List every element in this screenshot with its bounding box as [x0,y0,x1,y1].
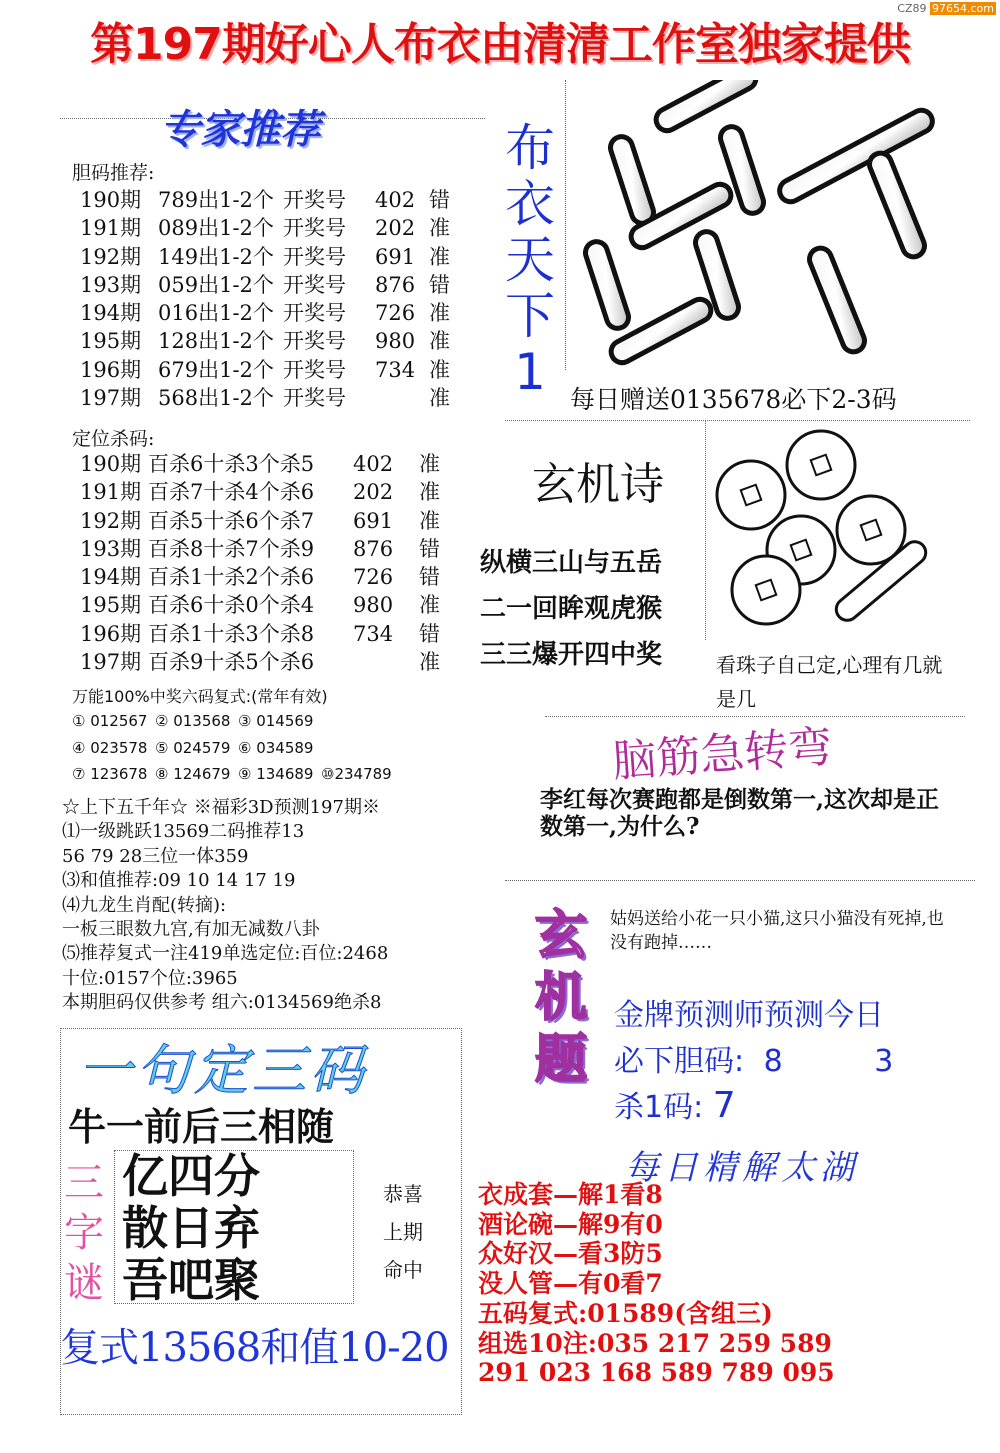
kill-row [80,535,480,563]
dan-cell: 开奖号 [283,216,346,241]
dan-label: 胆码推荐: [72,162,155,184]
dan-cell: 开奖号 [283,386,346,411]
riddle-text: 李红每次赛跑都是倒数第一,这次却是正数第一,为什么? [540,786,940,840]
dan-row [80,327,480,355]
dan-row [80,271,480,299]
combo-cell: ⑤ 024579 [155,738,231,757]
dan-cell: 192期 [80,244,142,269]
beads-frame [705,420,956,640]
kill-table [80,450,480,676]
divider-3 [505,880,975,881]
kill-cell: 准 [419,650,440,675]
kill-cell: 190期 [80,452,142,476]
kill-cell: 准 [419,480,440,505]
kill-cell: 错 [419,536,440,561]
gold-dan-value-1: 8 [763,1044,783,1079]
dan-row [80,384,480,412]
combo-row [72,708,492,735]
kill-row [80,591,480,619]
seven-segment-digits [566,80,966,370]
forecast-line: ⑸推荐复式一注419单选定位:百位:2468 [62,943,389,965]
gold-dan [614,1036,893,1080]
dan-cell: 149出1-2个 [158,244,274,269]
kill-cell: 百杀7十杀4个杀6 [148,480,315,505]
congrats-line: 上期 [383,1220,423,1244]
dan-cell: 195期 [80,329,142,354]
three-char-words [122,1150,260,1306]
dan-cell: 734 [375,357,416,382]
poem-heading: 玄机诗 [532,459,664,510]
three-char-bottom: 复式13568和值10-20 [60,1325,449,1371]
three-char-side [64,1158,104,1308]
dan-cell: 准 [429,386,450,411]
taihu-line: 没人管—有0看7 [478,1269,663,1299]
taihu-line: 衣成套—解1看8 [478,1180,663,1209]
dan-cell: 089出1-2个 [158,216,274,241]
dan-row [80,214,480,242]
dan-row [80,243,480,271]
kill-cell: 百杀1十杀3个杀8 [148,621,315,646]
three-char-side-char: 三 [64,1160,104,1206]
kill-cell: 197期 [80,650,142,675]
kill-cell: 726 [353,565,394,590]
dan-cell: 191期 [80,216,142,241]
taihu-line: 酒论碗—解9有0 [478,1209,663,1239]
buyi-char: 下 [505,287,555,345]
buyi-gift: 每日赠送0135678必下2-3码 [570,385,897,414]
kill-row [80,507,480,535]
combo-cell: ② 013568 [155,712,231,730]
kill-cell: 准 [419,508,440,533]
dan-cell: 789出1-2个 [158,188,274,212]
dan-cell: 202 [375,216,416,241]
dan-cell: 196期 [80,357,142,382]
dan-cell: 开奖号 [283,188,346,212]
dan-cell: 193期 [80,272,142,297]
expert-heading: 专家推荐 [160,107,320,153]
kill-label: 定位杀码: [72,428,155,450]
dan-cell: 开奖号 [283,329,346,354]
kill-row [80,478,480,506]
kill-cell: 百杀5十杀6个杀7 [148,508,315,533]
three-char-side-char: 字 [64,1210,104,1256]
three-char-word: 亿四分 [122,1149,260,1203]
dan-cell: 错 [429,188,450,212]
taihu-line: 组选10注:035 217 259 589 [478,1328,832,1358]
taihu-line: 众好汉—看3防5 [478,1239,663,1269]
forecast-line: ☆上下五千年☆ ※福彩3D预测197期※ [62,797,380,818]
dan-cell: 980 [375,329,416,354]
buyi-char: 衣 [505,175,555,233]
dan-row [80,356,480,384]
kill-row [80,450,480,478]
dan-cell: 876 [375,272,416,297]
kill-cell: 百杀6十杀0个杀4 [148,593,315,618]
kill-cell: 734 [353,621,394,646]
kill-cell: 百杀6十杀3个杀5 [148,452,315,476]
kill-cell: 402 [353,452,394,476]
dan-cell: 开奖号 [283,357,346,382]
poem-line: 三三爆开四中奖 [480,640,663,670]
taihu-line: 五码复式:01589(含组三) [478,1298,773,1328]
forecast-line: ⑶和值推荐:09 10 14 17 19 [62,870,296,892]
buyi-char: 布 [505,119,555,177]
kill-cell: 191期 [80,480,142,505]
gold-title: 金牌预测师预测今日 [614,998,884,1033]
dan-cell: 197期 [80,386,142,411]
combo-row [72,735,492,762]
combo-cell: ③ 014569 [238,712,314,730]
one-sentence-heading: 一句定三码 [78,1039,368,1102]
dan-cell: 错 [429,272,450,297]
dan-cell: 016出1-2个 [158,301,274,326]
dan-cell: 568出1-2个 [158,386,274,411]
gold-kill-label: 杀1码: [614,1090,704,1125]
combo-cell: ⑥ 034589 [238,738,314,757]
kill-row [80,563,480,591]
buyi-vertical [495,120,565,420]
dan-cell: 402 [375,188,416,212]
dan-cell: 726 [375,301,416,326]
forecast-line: ⑷九龙生肖配(转摘): [62,894,227,916]
gold-dan-label: 必下胆码: [614,1044,745,1079]
kill-cell: 876 [353,536,394,561]
dan-cell: 准 [429,357,450,382]
watermark-right: 97654.com [932,2,994,15]
dan-cell: 059出1-2个 [158,272,274,297]
kill-cell: 196期 [80,621,142,646]
three-char-congrats [383,1175,423,1289]
combo-table [72,708,492,788]
combo-cell: ⑧ 124679 [155,765,231,783]
kill-row [80,648,480,676]
kill-cell: 980 [353,593,394,618]
gold-kill-value: 7 [712,1085,736,1126]
dan-cell: 准 [429,301,450,326]
combo-label: 万能100%中奖六码复式:(常年有效) [72,687,328,706]
dan-cell: 开奖号 [283,301,346,326]
riddle-heading: 脑筋急转弯 [610,721,834,788]
seven-seg-frame [565,80,971,370]
kill-cell: 195期 [80,593,142,618]
forecast-line: 56 79 28三位一体359 [62,845,249,867]
poem-line: 纵横三山与五岳 [480,548,663,578]
beads-caption: 看珠子自己定,心理有几就是几 [716,653,943,711]
xuanji-char: 机 [535,968,588,1028]
buyi-char: 1 [514,343,546,401]
three-char-side-char: 谜 [64,1260,104,1306]
forecast-line: 十位:0157个位:3965 [62,967,238,989]
kill-cell: 202 [353,480,394,505]
forecast-line: 一板三眼数九宫,有加无减数八卦 [62,919,320,941]
kill-cell: 193期 [80,536,142,561]
one-sentence-phrase: 牛一前后三相随 [68,1105,335,1149]
kill-row [80,620,480,648]
combo-cell: ① 012567 [72,712,148,730]
dan-cell: 190期 [80,188,142,212]
taihu-heading: 每日精解太湖 [625,1148,859,1188]
xuanji-vertical [535,905,605,1091]
dan-row [80,299,480,327]
poem-line: 二一回眸观虎猴 [480,594,663,624]
kill-cell: 百杀9十杀5个杀6 [148,650,315,675]
kill-cell: 百杀1十杀2个杀6 [148,565,315,590]
xuanji-char: 玄 [535,906,588,966]
dan-cell: 128出1-2个 [158,329,274,354]
dan-cell: 准 [429,329,450,354]
xuanji-char: 题 [535,1030,588,1090]
xuanji-cat: 姑妈送给小花一只小猫,这只小猫没有死掉,也没有跑掉…… [610,909,944,953]
coins-illustration [706,420,956,640]
combo-cell: ⑦ 123678 [72,765,148,783]
forecast-block [62,796,492,1016]
dan-cell: 691 [375,244,416,269]
kill-cell: 194期 [80,565,142,590]
kill-cell: 错 [419,565,440,590]
kill-cell: 准 [419,452,440,476]
congrats-line: 恭喜 [383,1182,423,1206]
combo-cell: ⑨ 134689 [238,765,314,783]
gold-dan-value-2: 3 [874,1044,894,1079]
dan-cell: 准 [429,216,450,241]
dan-cell: 194期 [80,301,142,326]
kill-cell: 百杀8十杀7个杀9 [148,536,315,561]
dan-row [80,186,480,214]
gold-kill [614,1082,736,1126]
kill-cell: 691 [353,508,394,533]
dan-table [80,186,480,412]
forecast-line: ⑴一级跳跃13569二码推荐13 [62,821,305,843]
combo-cell: ④ 023578 [72,738,148,757]
forecast-line: 本期胆码仅供参考 组六:0134569绝杀8 [62,992,382,1014]
taihu-line: 291 023 168 589 789 095 [478,1358,835,1388]
congrats-line: 命中 [383,1258,423,1282]
three-char-word: 散日弃 [122,1201,260,1255]
dan-cell: 开奖号 [283,244,346,269]
poem-lines [480,540,662,678]
three-char-word: 吾吧聚 [122,1253,260,1307]
kill-cell: 准 [419,593,440,618]
dan-cell: 准 [429,244,450,269]
combo-cell: ⑩234789 [321,765,392,783]
taihu-lines [478,1180,835,1388]
dan-cell: 开奖号 [283,272,346,297]
dan-cell: 679出1-2个 [158,357,274,382]
kill-cell: 192期 [80,508,142,533]
buyi-char: 天 [505,231,555,289]
page-title: 第197期好心人布衣由清清工作室独家提供 [90,19,910,70]
combo-row [72,761,492,788]
watermark-left: CZ89 [897,2,927,15]
kill-cell: 错 [419,621,440,646]
